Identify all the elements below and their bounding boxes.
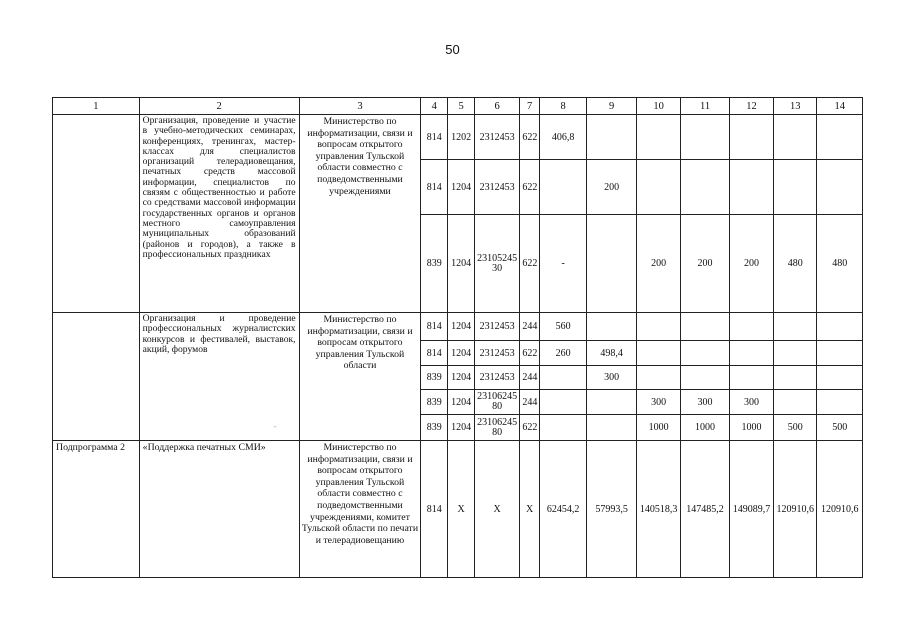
- table-cell: [729, 366, 773, 390]
- table-cell: 839: [421, 366, 448, 390]
- table-cell: 2312453: [474, 366, 519, 390]
- table-cell: 200: [636, 215, 680, 313]
- col-header: 4: [421, 98, 448, 115]
- table-cell: 244: [520, 390, 540, 415]
- table-cell: [539, 390, 586, 415]
- activity-description: Организация, проведение и участие в учебно-методических семинарах, конференциях, тренингах, мастер-классах для специалистов организаций телерадиовещания, печатных средств массовой информации, специалистов по связям с общественностью и работе со средствами массовой информации государственных органов и органов местного самоуправления муниципальных образований (районов и городов), а также в профессиональных праздниках: [139, 115, 299, 313]
- table-cell: [539, 366, 586, 390]
- table-cell: 480: [817, 215, 863, 313]
- table-cell: [817, 313, 863, 341]
- row-label-cell: [53, 115, 140, 313]
- table-cell: 300: [636, 390, 680, 415]
- table-cell: [636, 115, 680, 160]
- table-cell: 498,4: [587, 341, 637, 366]
- activity-description: [139, 313, 299, 441]
- table-cell: 120910,6: [817, 441, 863, 578]
- table-cell: 406,8: [539, 115, 586, 160]
- table-cell: 200: [587, 160, 637, 215]
- table-cell: 560: [539, 313, 586, 341]
- table-cell: 500: [774, 415, 817, 441]
- table-cell: 2312453: [474, 313, 519, 341]
- col-header: 11: [681, 98, 729, 115]
- table-cell: [774, 160, 817, 215]
- col-header: 3: [299, 98, 421, 115]
- col-header: 13: [774, 98, 817, 115]
- table-row: [53, 441, 863, 578]
- table-row: [53, 313, 863, 341]
- table-cell: [774, 366, 817, 390]
- table-cell: 300: [681, 390, 729, 415]
- table-cell: [681, 160, 729, 215]
- table-cell: 814: [421, 160, 448, 215]
- table-cell: 1202: [448, 115, 475, 160]
- table-row: [53, 115, 863, 160]
- table-cell: [681, 115, 729, 160]
- table-cell: [729, 115, 773, 160]
- table-cell: 1204: [448, 160, 475, 215]
- table-cell: 480: [774, 215, 817, 313]
- table-cell: 57993,5: [587, 441, 637, 578]
- table-cell: 839: [421, 390, 448, 415]
- table-cell: 23105245 30: [474, 215, 519, 313]
- table-cell: 1204: [448, 390, 475, 415]
- col-header: 1: [53, 98, 140, 115]
- program-table: [52, 97, 863, 578]
- table-cell: 260: [539, 341, 586, 366]
- executor-cell: Министерство по информатизации, связи и вопросам открытого управления Тульской области: [299, 313, 421, 441]
- subprogram-label: Подпрограмма 2: [53, 441, 140, 578]
- table-cell: 1000: [681, 415, 729, 441]
- table-cell: 500: [817, 415, 863, 441]
- col-header: 8: [539, 98, 586, 115]
- table-cell: [729, 313, 773, 341]
- column-number-row: [53, 98, 863, 115]
- table-cell: [587, 390, 637, 415]
- col-header: 10: [636, 98, 680, 115]
- row-label-cell: [53, 313, 140, 441]
- table-cell: 1204: [448, 313, 475, 341]
- col-header: 9: [587, 98, 637, 115]
- table-cell: 23106245 80: [474, 390, 519, 415]
- table-cell: [636, 341, 680, 366]
- table-cell: Х: [474, 441, 519, 578]
- col-header: 5: [448, 98, 475, 115]
- table-cell: 300: [729, 390, 773, 415]
- table-cell: 244: [520, 366, 540, 390]
- table-cell: [636, 366, 680, 390]
- table-cell: 814: [421, 441, 448, 578]
- table-cell: 147485,2: [681, 441, 729, 578]
- col-header: 2: [139, 98, 299, 115]
- table-cell: 622: [520, 415, 540, 441]
- table-cell: 200: [729, 215, 773, 313]
- table-cell: [681, 366, 729, 390]
- table-cell: [587, 215, 637, 313]
- table-cell: 1000: [636, 415, 680, 441]
- table-cell: 1204: [448, 366, 475, 390]
- table-cell: [681, 313, 729, 341]
- executor-cell: Министерство по информатизации, связи и вопросам открытого управления Тульской области совместно с подведомственными учреждениями: [299, 115, 421, 313]
- activity-description-text: Организация и проведение профессиональных журналистских конкурсов и фестивалей, выставок, акций, форумов: [142, 313, 296, 355]
- table-cell: 300: [587, 366, 637, 390]
- table-cell: 23106245 80: [474, 415, 519, 441]
- table-cell: [774, 341, 817, 366]
- table-cell: 2312453: [474, 115, 519, 160]
- table-cell: Х: [448, 441, 475, 578]
- table-cell: 814: [421, 341, 448, 366]
- table-cell: 200: [681, 215, 729, 313]
- table-cell: 622: [520, 341, 540, 366]
- col-header: 6: [474, 98, 519, 115]
- table-cell: [817, 115, 863, 160]
- table-cell: 62454,2: [539, 441, 586, 578]
- table-cell: [817, 366, 863, 390]
- table-cell: [729, 341, 773, 366]
- col-header: 12: [729, 98, 773, 115]
- table-cell: 1204: [448, 215, 475, 313]
- table-cell: [636, 313, 680, 341]
- table-cell: [587, 415, 637, 441]
- table-cell: 814: [421, 313, 448, 341]
- table-cell: 120910,6: [774, 441, 817, 578]
- table-cell: 244: [520, 313, 540, 341]
- table-cell: [587, 115, 637, 160]
- table-cell: [636, 160, 680, 215]
- page-number: 50: [445, 42, 460, 57]
- table-cell: 2312453: [474, 341, 519, 366]
- table-cell: 149089,7: [729, 441, 773, 578]
- col-header: 14: [817, 98, 863, 115]
- table-cell: [774, 115, 817, 160]
- table-cell: 814: [421, 115, 448, 160]
- table-cell: 622: [520, 215, 540, 313]
- table-cell: 2312453: [474, 160, 519, 215]
- table-cell: [681, 341, 729, 366]
- executor-cell: Министерство по информатизации, связи и вопросам открытого управления Тульской области совместно с подведомственными учреждениями, комитет Тульской области по печати и телерадиовещанию: [299, 441, 421, 578]
- table-cell: [817, 390, 863, 415]
- table-cell: 1204: [448, 415, 475, 441]
- table-cell: 839: [421, 415, 448, 441]
- table-cell: Х: [520, 441, 540, 578]
- table-cell: [729, 160, 773, 215]
- table-cell: -: [539, 215, 586, 313]
- col-header: 7: [520, 98, 540, 115]
- table-cell: [587, 313, 637, 341]
- table-cell: [539, 160, 586, 215]
- table-cell: 140518,3: [636, 441, 680, 578]
- table-cell: 622: [520, 160, 540, 215]
- table-cell: 622: [520, 115, 540, 160]
- table-cell: 1000: [729, 415, 773, 441]
- subprogram-title: «Поддержка печатных СМИ»: [139, 441, 299, 578]
- table-cell: 1204: [448, 341, 475, 366]
- table-cell: [817, 160, 863, 215]
- table-cell: [817, 341, 863, 366]
- dash-mark: -: [273, 420, 277, 432]
- table-cell: [539, 415, 586, 441]
- table-cell: [774, 390, 817, 415]
- table-cell: 839: [421, 215, 448, 313]
- table-cell: [774, 313, 817, 341]
